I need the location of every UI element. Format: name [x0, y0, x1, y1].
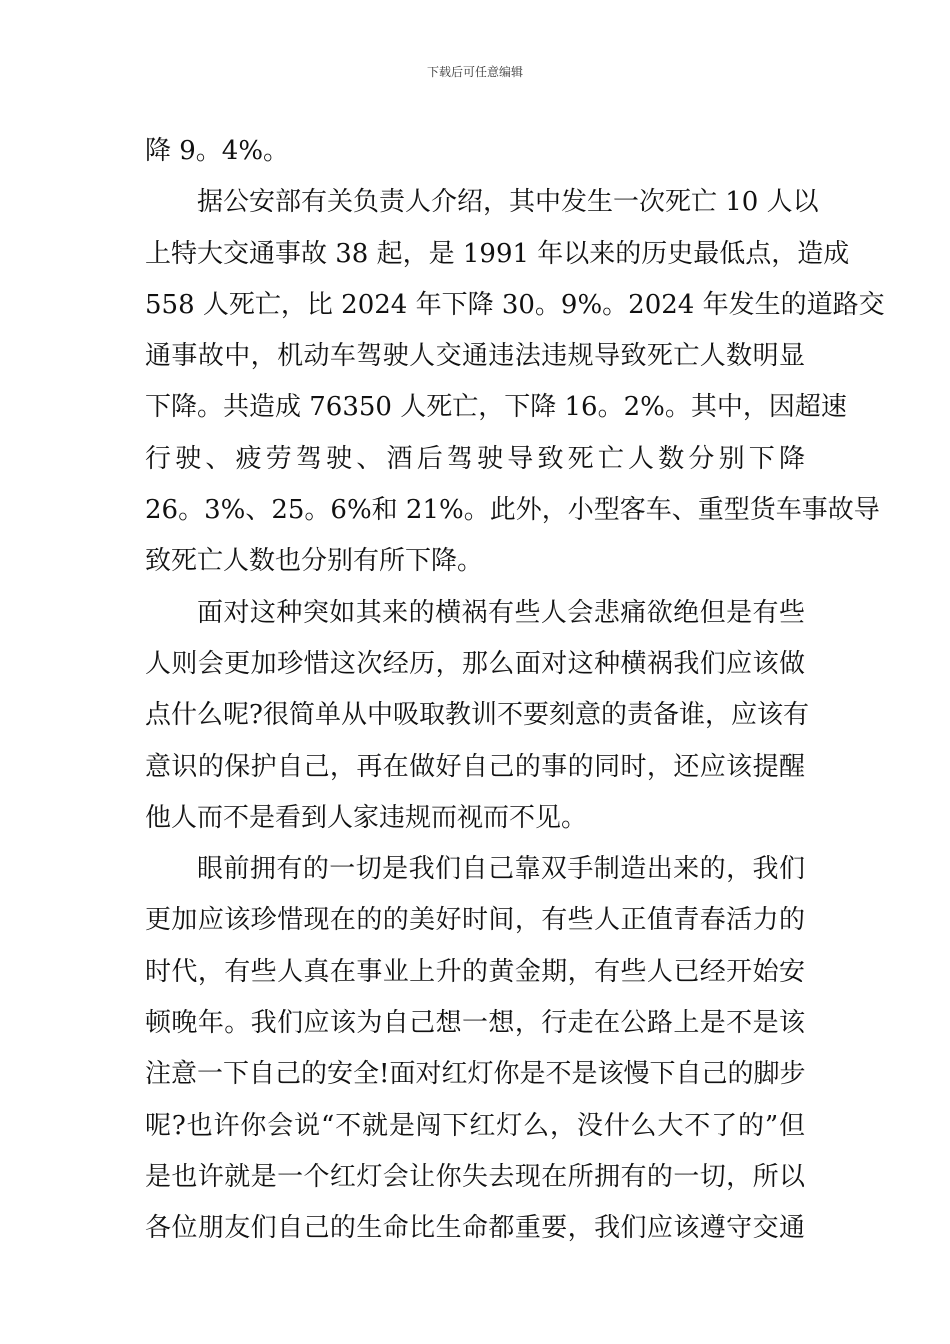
text-line: 他人而不是看到人家违规而视而不见。: [145, 802, 588, 833]
text-line: 通事故中，机动车驾驶人交通违法违规导致死亡人数明显: [145, 341, 805, 372]
document-body: [145, 126, 885, 1255]
text-line: 呢?也许你会说“不就是闯下红灯么，没什么大不了的”但: [145, 1110, 805, 1141]
text-line: 致死亡人数也分别有所下降。: [145, 546, 484, 577]
text-line: 是也许就是一个红灯会让你失去现在所拥有的一切，所以: [145, 1161, 805, 1192]
text-line: 各位朋友们自己的生命比生命都重要，我们应该遵守交通: [145, 1213, 805, 1244]
paragraph-first-line: 据公安部有关负责人介绍，其中发生一次死亡 10 人以: [197, 187, 819, 218]
text-line: 下降。共造成 76350 人死亡，下降 16。2%。其中，因超速: [145, 392, 847, 423]
text-line: 点什么呢?很简单从中吸取教训不要刻意的责备谁，应该有: [145, 700, 809, 731]
text-line: 上特大交通事故 38 起，是 1991 年以来的历史最低点，造成: [145, 238, 850, 269]
page-header-note: 下载后可任意编辑: [426, 65, 523, 79]
text-line: 人则会更加珍惜这次经历，那么面对这种横祸我们应该做: [145, 648, 805, 679]
text-line: 558 人死亡，比 2024 年下降 30。9%。2024 年发生的道路交: [145, 289, 885, 320]
text-line: 意识的保护自己，再在做好自己的事的同时，还应该提醒: [145, 751, 805, 782]
paragraph-first-line: 面对这种突如其来的横祸有些人会悲痛欲绝但是有些: [197, 597, 805, 628]
text-line: 降 9。4%。: [145, 136, 290, 166]
text-line: 时代，有些人真在事业上升的黄金期，有些人已经开始安: [145, 956, 805, 987]
text-line: 行驶、疲劳驾驶、酒后驾驶导致死亡人数分别下降: [145, 443, 805, 474]
text-line: 顿晚年。我们应该为自己想一想，行走在公路上是不是该: [145, 1008, 805, 1039]
paragraph-first-line: 眼前拥有的一切是我们自己靠双手制造出来的，我们: [197, 854, 805, 885]
text-line: 更加应该珍惜现在的的美好时间，有些人正值青春活力的: [145, 905, 805, 936]
text-line: 26。3%、25。6%和 21%。此外，小型客车、重型货车事故导: [145, 495, 880, 526]
text-line: 注意一下自己的安全!面对红灯你是不是该慢下自己的脚步: [145, 1059, 806, 1090]
